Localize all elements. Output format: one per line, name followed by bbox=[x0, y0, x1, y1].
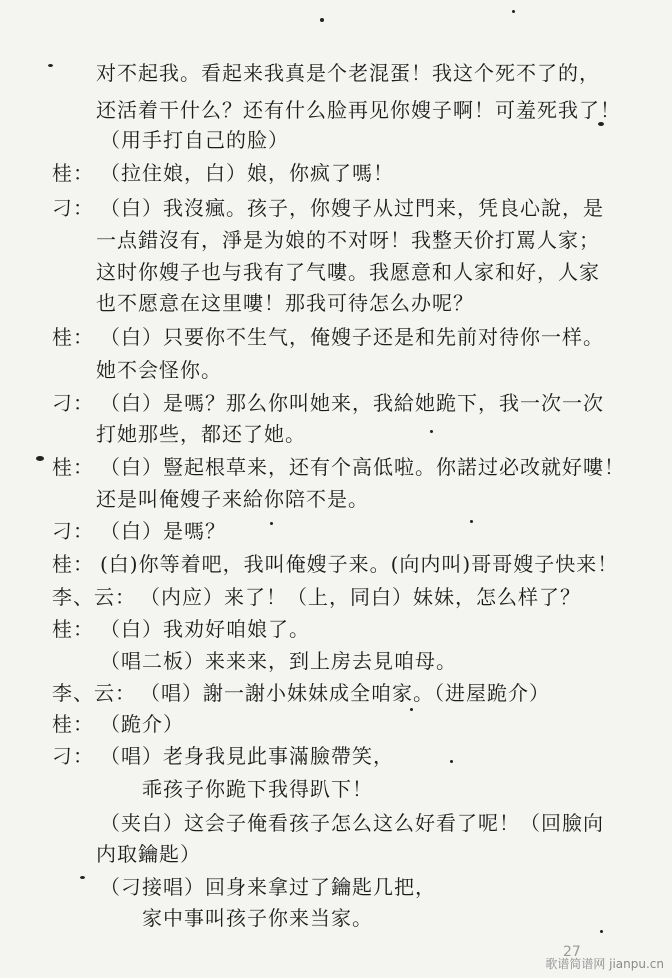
scan-speck bbox=[512, 10, 515, 13]
line-text: （白）我劝好咱娘了。 bbox=[100, 617, 310, 641]
line-text: （白）只要你不生气，俺嫂子还是和先前对待你一样。 bbox=[100, 325, 604, 349]
speaker-label: 刁： bbox=[52, 391, 94, 415]
site-watermark: 歌谱简谱网 jianpu.cn bbox=[545, 957, 664, 971]
line-text: 也不愿意在这里嘍！那我可待怎么办呢？ bbox=[96, 291, 474, 315]
line-text: 对不起我。看起来我真是个老混蛋！我这个死不了的， bbox=[96, 61, 600, 85]
speaker-label: 刁： bbox=[52, 744, 94, 768]
line-text: （唱二板）来来来，到上房去見咱母。 bbox=[100, 649, 457, 673]
speaker-label: 刁： bbox=[52, 519, 94, 543]
scan-speck bbox=[80, 876, 85, 879]
scan-speck bbox=[598, 122, 604, 126]
line-text: 还活着干什么？还有什么脸再见你嫂子啊！可羞死我了！ bbox=[96, 98, 621, 122]
line-text: 这时你嫂子也与我有了气嘍。我愿意和人家和好，人家 bbox=[96, 260, 600, 284]
speaker-label: 桂： bbox=[52, 617, 94, 641]
speaker-label: 李、云： bbox=[52, 681, 136, 705]
line-text: （拉住娘，白）娘，你疯了嗎！ bbox=[100, 161, 394, 185]
line-text: （内应）来了！（上，同白）妹妹，怎么样了？ bbox=[140, 585, 581, 609]
line-text: （白）豎起根草来，还有个高低啦。你諾过必改就好嘍！ bbox=[100, 455, 625, 479]
scan-speck bbox=[320, 18, 324, 22]
line-text: 一点錯沒有，淨是为娘的不对呀！我整天价打罵人家； bbox=[96, 228, 600, 252]
line-text: 打她那些，都还了她。 bbox=[96, 422, 306, 446]
line-text: （刁接唱）回身来拿过了鑰匙几把， bbox=[100, 875, 436, 899]
scan-speck bbox=[410, 708, 413, 711]
line-text: （白）是嗎？ bbox=[100, 519, 226, 543]
line-text: （白）我沒瘋。孩子，你嫂子从过門来，凭良心說，是 bbox=[100, 196, 604, 220]
speaker-label: 桂： bbox=[52, 161, 94, 185]
speaker-label: 李、云： bbox=[52, 585, 136, 609]
speaker-label: 桂： bbox=[52, 455, 94, 479]
scan-speck bbox=[48, 64, 53, 67]
line-text: (白)你等着吧，我叫俺嫂子来。(向内叫)哥哥嫂子快来！ bbox=[100, 552, 619, 576]
line-text: （唱）謝一謝小妹妹成全咱家。（进屋跪介） bbox=[140, 681, 550, 705]
scan-speck bbox=[270, 522, 273, 525]
line-text: （白）是嗎？那么你叫她来，我給她跪下，我一次一次 bbox=[100, 391, 604, 415]
line-text: （跪介） bbox=[100, 712, 184, 736]
speaker-label: 桂： bbox=[52, 325, 94, 349]
speaker-label: 桂： bbox=[52, 552, 94, 576]
line-text: 乖孩子你跪下我得趴下！ bbox=[142, 777, 373, 801]
line-text: （唱）老身我見此事滿臉帶笑， bbox=[100, 744, 394, 768]
scan-speck bbox=[430, 430, 433, 433]
speaker-label: 桂： bbox=[52, 712, 94, 736]
line-text: （夹白）这会子俺看孩子怎么这么好看了呢！（回臉向 bbox=[100, 811, 604, 835]
scan-speck bbox=[36, 456, 44, 461]
line-text: 内取鑰匙） bbox=[96, 842, 201, 866]
scan-speck bbox=[600, 930, 603, 933]
scan-speck bbox=[470, 520, 473, 523]
line-text: （用手打自己的脸） bbox=[100, 128, 289, 152]
scan-speck bbox=[450, 760, 453, 763]
line-text: 她不会怪你。 bbox=[96, 358, 222, 382]
line-text: 家中事叫孩子你来当家。 bbox=[142, 906, 373, 930]
line-text: 还是叫俺嫂子来給你陪不是。 bbox=[96, 487, 369, 511]
page-number: 27 bbox=[563, 944, 581, 960]
speaker-label: 刁： bbox=[52, 196, 94, 220]
